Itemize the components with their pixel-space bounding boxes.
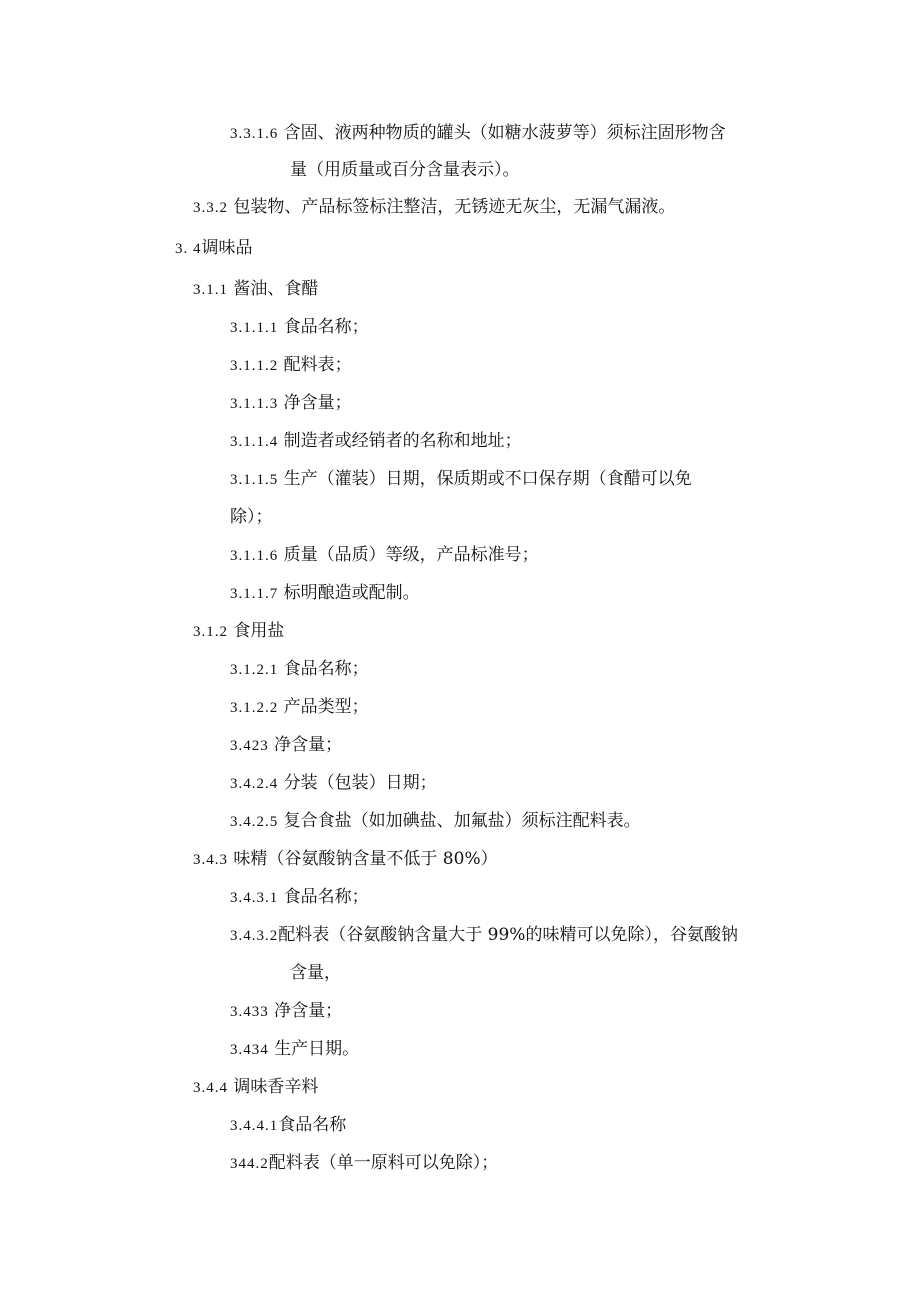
doc-line-17: 3.4.2.4 分装（包装）日期；	[230, 773, 437, 793]
doc-line-3: 3. 4调味品	[175, 238, 253, 258]
doc-line-14: 3.1.2.1 食品名称；	[230, 659, 369, 679]
doc-line-11: 3.1.1.6 质量（品质）等级，产品标准号；	[230, 545, 539, 565]
doc-line-27: 344.2配料表（单一原料可以免除）；	[230, 1153, 499, 1173]
doc-line-1: 量（用质量或百分含量表示）。	[290, 160, 520, 180]
doc-line-19: 3.4.3 味精（谷氨酸钠含量不低于 80%）	[193, 849, 498, 869]
doc-line-20: 3.4.3.1 食品名称；	[230, 887, 369, 907]
doc-line-4: 3.1.1 酱油、食醋	[193, 279, 319, 299]
doc-line-2: 3.3.2 包装物、产品标签标注整洁，无锈迹无灰尘，无漏气漏液。	[193, 197, 676, 217]
doc-line-5: 3.1.1.1 食品名称；	[230, 317, 369, 337]
doc-line-24: 3.434 生产日期。	[230, 1039, 360, 1059]
doc-line-21: 3.4.3.2配料表（谷氨酸钠含量大于 99%的味精可以免除），谷氨酸钠	[230, 925, 738, 945]
doc-line-23: 3.433 净含量；	[230, 1001, 343, 1021]
doc-line-25: 3.4.4 调味香辛料	[193, 1077, 319, 1097]
doc-line-22: 含量，	[290, 963, 341, 983]
doc-line-16: 3.423 净含量；	[230, 735, 343, 755]
doc-line-12: 3.1.1.7 标明酿造或配制。	[230, 583, 420, 603]
doc-line-15: 3.1.2.2 产品类型；	[230, 697, 369, 717]
doc-line-18: 3.4.2.5 复合食盐（如加碘盐、加氟盐）须标注配料表。	[230, 811, 641, 831]
doc-line-26: 3.4.4.1食品名称	[230, 1115, 347, 1135]
doc-line-8: 3.1.1.4 制造者或经销者的名称和地址；	[230, 431, 522, 451]
doc-line-6: 3.1.1.2 配料表；	[230, 355, 352, 375]
doc-line-9: 3.1.1.5 生产（灌装）日期，保质期或不口保存期（食醋可以免	[230, 469, 692, 489]
doc-line-13: 3.1.2 食用盐	[193, 621, 285, 641]
doc-line-10: 除）；	[230, 507, 273, 527]
doc-line-0: 3.3.1.6 含固、液两种物质的罐头（如糖水菠萝等）须标注固形物含	[230, 123, 726, 143]
doc-line-7: 3.1.1.3 净含量；	[230, 393, 352, 413]
